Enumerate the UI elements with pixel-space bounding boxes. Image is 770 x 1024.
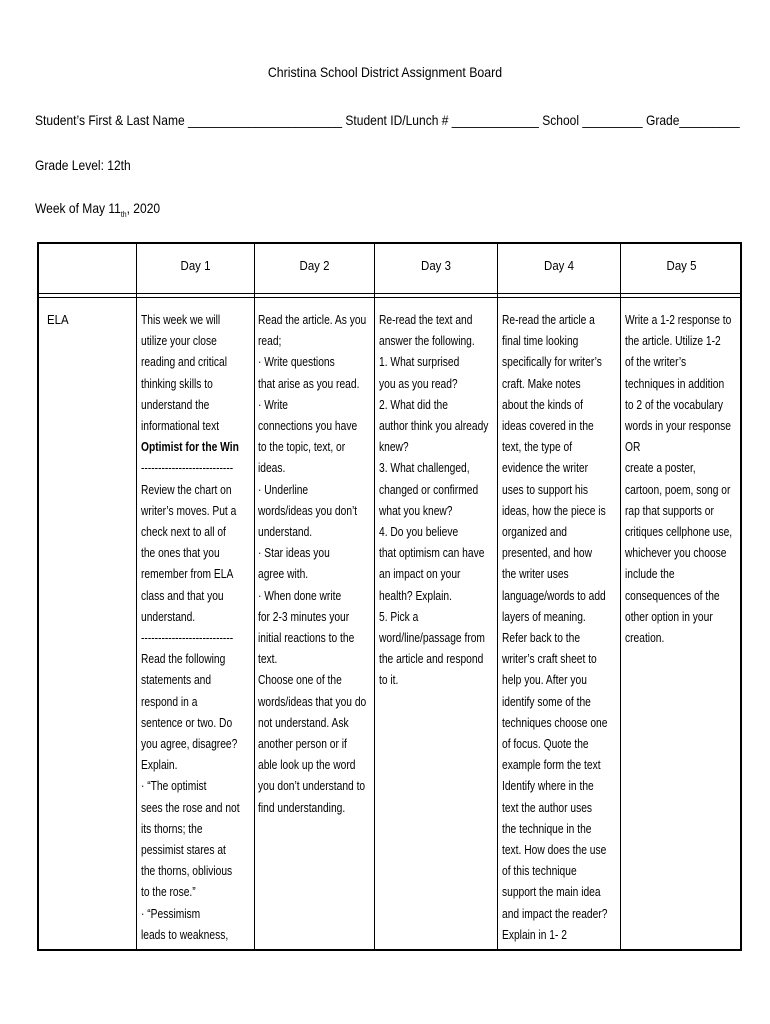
week-ordinal-suffix: th — [120, 209, 127, 219]
week-prefix: Week of May 11 — [35, 200, 121, 216]
cell-day-2 — [258, 310, 366, 819]
cell-line: what you knew? — [379, 503, 453, 518]
cell-line: techniques in addition — [625, 376, 725, 391]
cell-line: check next to all of — [141, 525, 226, 540]
cell-line: critiques cellphone use, — [625, 525, 733, 540]
cell-line: · Write questions — [258, 355, 335, 370]
cell-line: the thorns, oblivious — [141, 864, 233, 879]
cell-line: specifically for writer’s — [502, 355, 602, 370]
cell-line: Review the chart on — [141, 482, 232, 497]
cell-line: another person or if — [258, 737, 347, 752]
cell-line: sees the rose and not — [141, 800, 240, 815]
cell-line: initial reactions to the — [258, 631, 355, 646]
cell-line: of this technique — [502, 864, 577, 879]
week-year: , 2020 — [126, 200, 161, 216]
header-divider — [39, 297, 740, 298]
cell-line: statements and — [141, 673, 212, 688]
cell-line: presented, and how — [502, 546, 593, 561]
cell-line: · Write — [258, 397, 288, 412]
cell-line: and impact the reader? — [502, 906, 608, 921]
column-divider — [374, 244, 375, 949]
column-divider — [254, 244, 255, 949]
cell-day-3 — [379, 310, 488, 692]
cell-line: Refer back to the — [502, 631, 581, 646]
cell-line: Read the following — [141, 652, 226, 667]
header-day-2: Day 2 — [299, 258, 330, 273]
cell-line: Identify where in the — [502, 779, 594, 794]
cell-line: creation. — [625, 631, 665, 646]
cell-line: able look up the word — [258, 758, 356, 773]
cell-line: This week we will — [141, 313, 221, 327]
cell-line: that optimism can have — [379, 546, 485, 561]
cell-line: read; — [258, 334, 282, 349]
cell-line: · “The optimist — [141, 779, 207, 794]
cell-line: rap that supports or — [625, 503, 714, 518]
header-day-1: Day 1 — [180, 258, 211, 273]
cell-line: other option in your — [625, 609, 713, 624]
cell-day-4 — [502, 310, 607, 946]
cell-line: informational text — [141, 419, 220, 434]
cell-line: Re-read the article a — [502, 313, 595, 327]
cell-line: craft. Make notes — [502, 376, 581, 391]
cell-line: class and that you — [141, 588, 224, 603]
cell-line: changed or confirmed — [379, 482, 479, 497]
cell-line: Read the article. As you — [258, 313, 367, 327]
cell-line: for 2-3 minutes your — [258, 609, 350, 624]
cell-line: you don’t understand to — [258, 779, 366, 794]
cell-line: identify some of the — [502, 694, 591, 709]
cell-line: text. — [258, 652, 278, 667]
cell-line: the writer uses — [502, 567, 569, 582]
row-label-ela: ELA — [47, 312, 69, 327]
cell-line: uses to support his — [502, 482, 589, 497]
cell-line: include the — [625, 567, 675, 582]
cell-line: about the kinds of — [502, 397, 583, 412]
cell-line: its thorns; the — [141, 821, 203, 836]
cell-line: final time looking — [502, 334, 579, 349]
cell-line: techniques choose one — [502, 715, 608, 730]
week-of — [35, 200, 160, 219]
cell-line: Optimist for the Win — [141, 440, 239, 455]
cell-line: not understand. Ask — [258, 715, 349, 730]
column-divider — [136, 244, 137, 949]
cell-line: 5. Pick a — [379, 609, 419, 624]
header-day-4: Day 4 — [544, 258, 574, 273]
cell-line: to 2 of the vocabulary — [625, 397, 724, 412]
header-day-3: Day 3 — [421, 258, 451, 273]
cell-line: of focus. Quote the — [502, 737, 589, 752]
cell-line: · “Pessimism — [141, 906, 201, 921]
cell-line: help you. After you — [502, 673, 587, 688]
cell-line: find understanding. — [258, 800, 346, 815]
cell-line: · When done write — [258, 588, 342, 603]
cell-line: OR — [625, 440, 641, 455]
cell-line: to the topic, text, or — [258, 440, 346, 455]
cell-line: the ones that you — [141, 546, 220, 561]
cell-line: ideas covered in the — [502, 419, 594, 434]
cell-line: the article and respond — [379, 652, 484, 667]
cell-line: respond in a — [141, 694, 198, 709]
cell-line: Explain in 1- 2 — [502, 927, 567, 942]
cell-line: pessimist stares at — [141, 843, 226, 858]
cell-line: understand. — [141, 609, 196, 624]
cell-line: utilize your close — [141, 334, 217, 349]
page-title: Christina School District Assignment Board — [267, 64, 503, 80]
cell-line: health? Explain. — [379, 588, 452, 603]
student-info-line: Student’s First & Last Name _______________________ Student ID/Lunch # _____________ School _________ Grade_________ — [35, 112, 740, 128]
cell-line: support the main idea — [502, 885, 601, 900]
cell-line: leads to weakness, — [141, 927, 229, 942]
cell-line: connections you have — [258, 419, 358, 434]
cell-line: agree with. — [258, 567, 309, 582]
cell-line: writer’s moves. Put a — [141, 503, 237, 518]
cell-line: · Star ideas you — [258, 546, 330, 561]
cell-line: · Underline — [258, 482, 309, 497]
cell-line: understand. — [258, 525, 313, 540]
cell-line: layers of meaning. — [502, 609, 586, 624]
cell-line: word/line/passage from — [379, 631, 485, 646]
cell-line: text the author uses — [502, 800, 593, 815]
cell-line: writer’s craft sheet to — [502, 652, 597, 667]
cell-line: words/ideas you don’t — [258, 503, 358, 518]
cell-line: --------------------------- — [141, 461, 234, 476]
cell-line: reading and critical — [141, 355, 228, 370]
cell-line: example form the text — [502, 758, 601, 773]
cell-line: ideas. — [258, 461, 286, 476]
header-divider — [39, 293, 740, 294]
cell-line: evidence the writer — [502, 461, 589, 476]
cell-line: Write a 1-2 response to — [625, 313, 732, 327]
cell-line: the article. Utilize 1-2 — [625, 334, 721, 349]
cell-line: 1. What surprised — [379, 355, 460, 370]
cell-line: understand the — [141, 397, 210, 412]
cell-line: you agree, disagree? — [141, 737, 238, 752]
cell-line: to it. — [379, 673, 399, 688]
cell-line: --------------------------- — [141, 631, 234, 646]
cell-line: words/ideas that you do — [258, 694, 367, 709]
cell-line: text, the type of — [502, 440, 573, 455]
column-divider — [620, 244, 621, 949]
cell-line: 4. Do you believe — [379, 525, 459, 540]
cell-line: you as you read? — [379, 376, 458, 391]
cell-line: thinking skills to — [141, 376, 213, 391]
cell-line: Re-read the text and — [379, 313, 473, 327]
header-day-5: Day 5 — [666, 258, 697, 273]
cell-line: words in your response — [625, 419, 731, 434]
cell-line: an impact on your — [379, 567, 461, 582]
cell-line: that arise as you read. — [258, 376, 360, 391]
cell-line: of the writer’s — [625, 355, 687, 370]
cell-line: knew? — [379, 440, 409, 455]
cell-line: Choose one of the — [258, 673, 342, 688]
cell-line: ideas, how the piece is — [502, 503, 606, 518]
cell-line: 3. What challenged, — [379, 461, 470, 476]
cell-line: the technique in the — [502, 821, 592, 836]
cell-line: text. How does the use — [502, 843, 607, 858]
cell-day-5 — [625, 310, 732, 649]
cell-line: Explain. — [141, 758, 178, 773]
cell-line: language/words to add — [502, 588, 606, 603]
cell-line: cartoon, poem, song or — [625, 482, 731, 497]
cell-line: consequences of the — [625, 588, 720, 603]
cell-line: 2. What did the — [379, 397, 448, 412]
cell-line: create a poster, — [625, 461, 696, 476]
grade-level: Grade Level: 12th — [35, 157, 131, 173]
cell-line: sentence or two. Do — [141, 715, 233, 730]
cell-line: whichever you choose — [625, 546, 727, 561]
cell-day-1 — [141, 310, 240, 946]
cell-line: author think you already — [379, 419, 489, 434]
cell-line: to the rose.” — [141, 885, 196, 900]
cell-line: answer the following. — [379, 334, 475, 349]
column-divider — [497, 244, 498, 949]
cell-line: organized and — [502, 525, 567, 540]
assignment-table — [37, 242, 742, 951]
cell-line: remember from ELA — [141, 567, 234, 582]
